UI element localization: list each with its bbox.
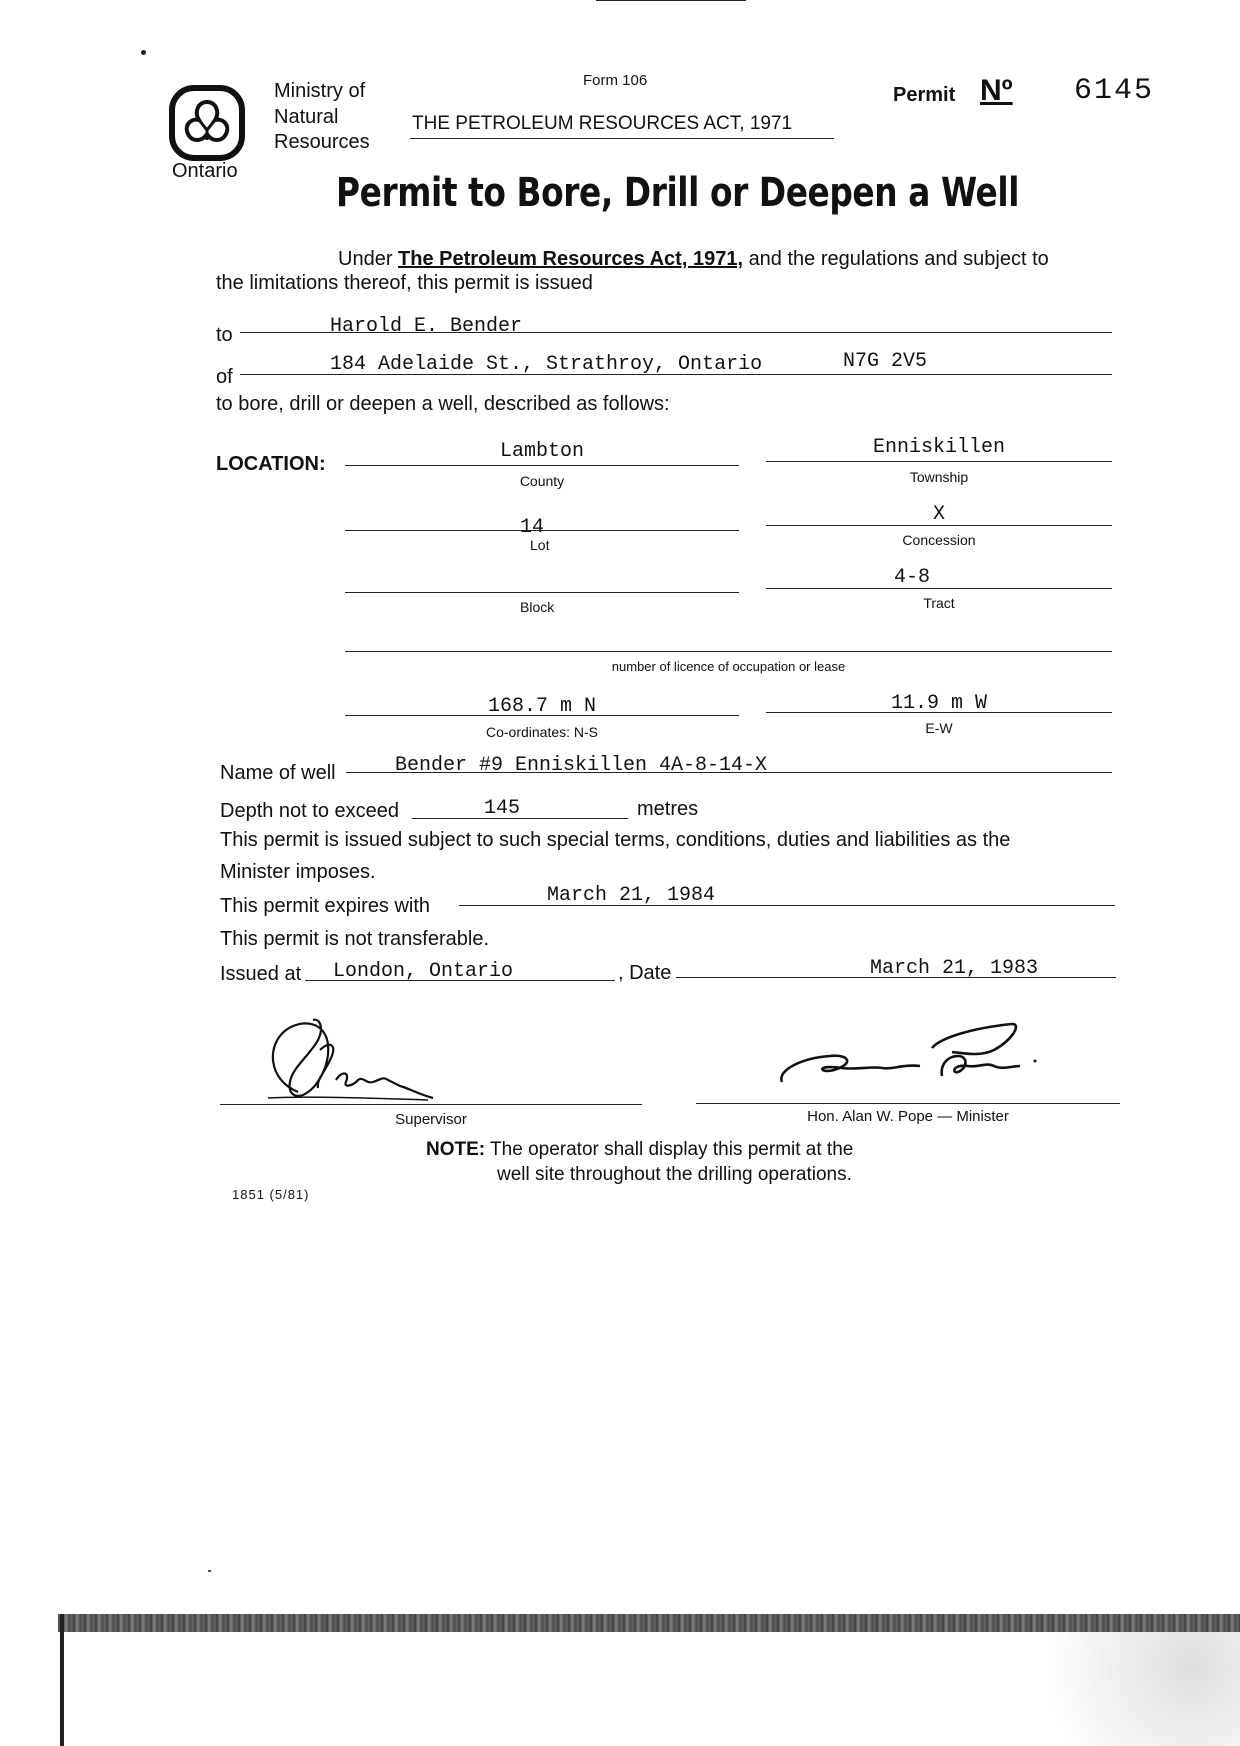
county-line [345,465,739,466]
lot-caption: Lot [530,537,550,553]
block-caption: Block [520,599,555,615]
township-value: Enniskillen [872,436,1006,459]
form-code: 1851 (5/81) [232,1187,310,1202]
left-scan-edge [60,1614,64,1746]
recipient-name: Harold E. Bender [330,315,523,338]
ministry-line-2: Natural [274,106,339,128]
note-line-2: well site throughout the drilling operations. [497,1164,852,1185]
province-name: Ontario [172,160,238,182]
not-transferable-text: This permit is not transferable. [220,928,489,950]
block-line [345,592,739,593]
page-title: Permit to Bore, Drill or Deepen a Well [336,170,1020,216]
coord-ns-caption: Co-ordinates: N-S [485,724,599,740]
lot-line [345,530,739,531]
scan-speck [141,50,146,55]
licence-line [345,651,1112,652]
permit-label: Permit [893,84,956,106]
coord-ns-value: 168.7 m N [487,695,597,718]
form-number: Form 106 [583,72,648,89]
ministry-line-1: Ministry of [274,80,366,102]
minister-caption: Hon. Alan W. Pope — Minister [807,1108,1009,1125]
concession-value: X [932,503,945,526]
coord-ew-value: 11.9 m W [890,692,987,715]
issued-at-value: London, Ontario [333,960,514,983]
licence-caption: number of licence of occupation or lease [611,659,846,674]
intro-suffix: and the regulations and subject to [748,248,1049,270]
note-text-1: The operator shall display this permit at the [490,1139,854,1160]
terms-line-2: Minister imposes. [220,861,376,883]
supervisor-caption: Supervisor [395,1111,467,1128]
of-label: of [216,366,233,388]
top-scan-line [596,0,746,1]
note-label: NOTE: [426,1139,486,1160]
expiry-label: This permit expires with [220,895,431,917]
minister-signature [772,1012,1052,1087]
issued-at-label: Issued at [220,963,302,985]
supervisor-signature [258,1010,438,1105]
county-caption: County [519,473,565,489]
tract-line [766,588,1112,589]
location-label: LOCATION: [216,453,326,475]
well-name-label: Name of well [220,762,336,784]
coord-ns-line [345,715,739,716]
described-text: to bore, drill or deepen a well, described as follows: [216,393,670,415]
act-title: THE PETROLEUM RESOURCES ACT, 1971 [412,113,793,134]
ministry-line-3: Resources [274,131,370,153]
recipient-address: 184 Adelaide St., Strathroy, Ontario [330,353,763,376]
trillium-logo-icon [168,84,246,162]
to-label: to [216,324,233,346]
well-name-value: Bender #9 Enniskillen 4A-8-14-X [395,754,768,777]
depth-value: 145 [484,797,521,820]
concession-line [766,525,1112,526]
expiry-value: March 21, 1984 [547,884,716,907]
concession-caption: Concession [902,532,976,548]
minister-line [696,1103,1120,1104]
intro-prefix: Under [338,248,393,270]
terms-line-1: This permit is issued subject to such special terms, conditions, duties and liabilities as the [220,829,1011,851]
bottom-scan-edge [58,1614,1240,1632]
note-line-1 [426,1139,853,1161]
intro-line-2: the limitations thereof, this permit is issued [216,272,593,294]
township-caption: Township [909,469,969,485]
coord-ew-line [766,712,1112,713]
depth-unit: metres [637,798,699,820]
bottom-scan-edge-fade [1000,1632,1240,1746]
tract-caption: Tract [923,595,955,611]
scan-speck-2 [208,1570,211,1572]
permit-number-symbol: Nº [980,74,1013,107]
county-value: Lambton [499,440,584,463]
date-label: , Date [618,962,672,984]
recipient-postal-code: N7G 2V5 [843,350,928,373]
intro-act: The Petroleum Resources Act, 1971, [398,248,743,270]
depth-label: Depth not to exceed [220,800,400,822]
permit-number: 6145 [1074,74,1155,108]
township-line [766,461,1112,462]
supervisor-line [220,1104,642,1105]
date-value: March 21, 1983 [870,957,1039,980]
act-title-underline [410,138,834,139]
intro-line-1 [338,248,1049,271]
lot-value: 14 [520,516,545,539]
coord-ew-caption: E-W [925,720,953,736]
tract-value: 4-8 [894,566,931,589]
